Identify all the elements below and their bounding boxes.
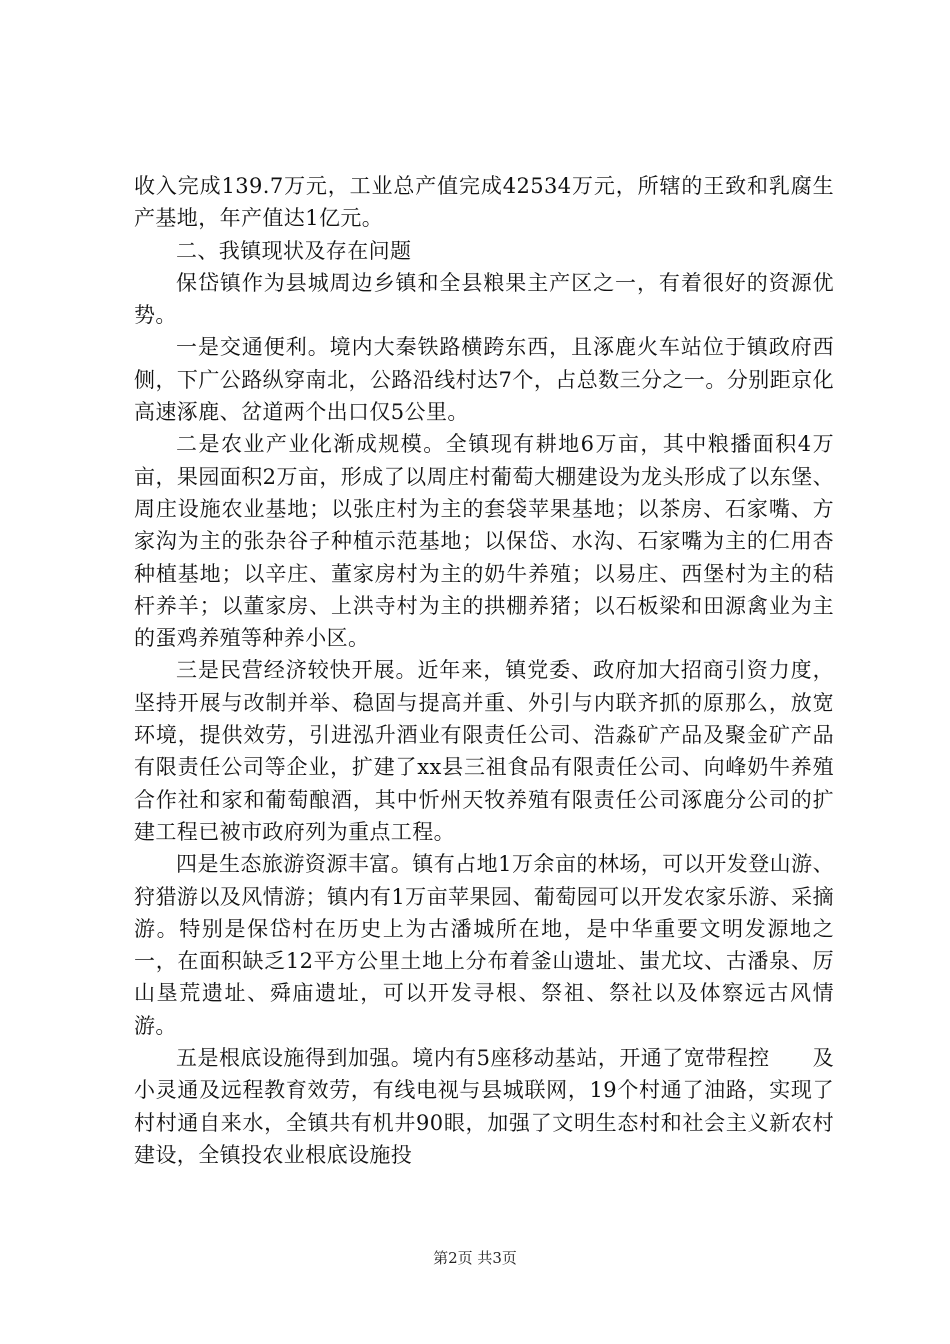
document-body [134, 170, 834, 1171]
page-footer: 第2页 共3页 [433, 1249, 517, 1267]
paragraph-tourism: 四是生态旅游资源丰富。镇有占地1万余亩的林场，可以开发登山游、狩猎游以及风情游；镇内有1万亩苹果园、葡萄园可以开发农家乐游、采摘游。特别是保岱村在历史上为古潘城所在地，是中华重要文明发源地之一，在面积缺乏12平方公里土地上分布着釜山遗址、蚩尤坟、古潘泉、厉山垦荒遗址、舜庙遗址，可以开发寻根、祭祖、祭社以及体察远古风情游。 [134, 852, 834, 1038]
paragraph-transport: 一是交通便利。境内大秦铁路横跨东西，且涿鹿火车站位于镇政府西侧，下广公路纵穿南北，公路沿线村达7个，占总数三分之一。分别距京化高速涿鹿、岔道两个出口仅5公里。 [134, 335, 834, 425]
paragraph-agriculture: 二是农业产业化渐成规模。全镇现有耕地6万亩，其中粮播面积4万亩，果园面积2万亩，形成了以周庄村葡萄大棚建设为龙头形成了以东堡、周庄设施农业基地；以张庄村为主的套袋苹果基地；以茶房、石家嘴、方家沟为主的张杂谷子种植示范基地；以保岱、水沟、石家嘴为主的仁用杏种植基地；以辛庄、董家房村为主的奶牛养殖；以易庄、西堡村为主的秸杆养羊；以董家房、上洪寺村为主的拱棚养猪；以石板梁和田源禽业为主的蛋鸡养殖等种养小区。 [134, 432, 834, 651]
paragraph-infrastructure: 五是根底设施得到加强。境内有5座移动基站，开通了宽带程控 及小灵通及远程教育效劳，有线电视与县城联网，19个村通了油路，实现了村村通自来水，全镇共有机井90眼，加强了文明生态村和社会主义新农村建设，全镇投农业根底设施投 [134, 1046, 834, 1167]
section-heading: 二、我镇现状及存在问题 [176, 238, 412, 263]
paragraph-income: 收入完成139.7万元，工业总产值完成42534万元，所辖的王致和乳腐生产基地，年产值达1亿元。 [134, 174, 834, 231]
paragraph-overview: 保岱镇作为县城周边乡镇和全县粮果主产区之一，有着很好的资源优势。 [134, 270, 834, 328]
paragraph-private-economy: 三是民营经济较快开展。近年来，镇党委、政府加大招商引资力度，坚持开展与改制并举、稳固与提高并重、外引与内联齐抓的原那么，放宽环境，提供效劳，引进泓升酒业有限责任公司、浩淼矿产品及聚金矿产品有限责任公司等企业，扩建了xx县三祖食品有限责任公司、向峰奶牛养殖合作社和家和葡萄酿酒，其中忻州天牧养殖有限责任公司涿鹿分公司的扩建工程已被市政府列为重点工程。 [134, 658, 834, 844]
